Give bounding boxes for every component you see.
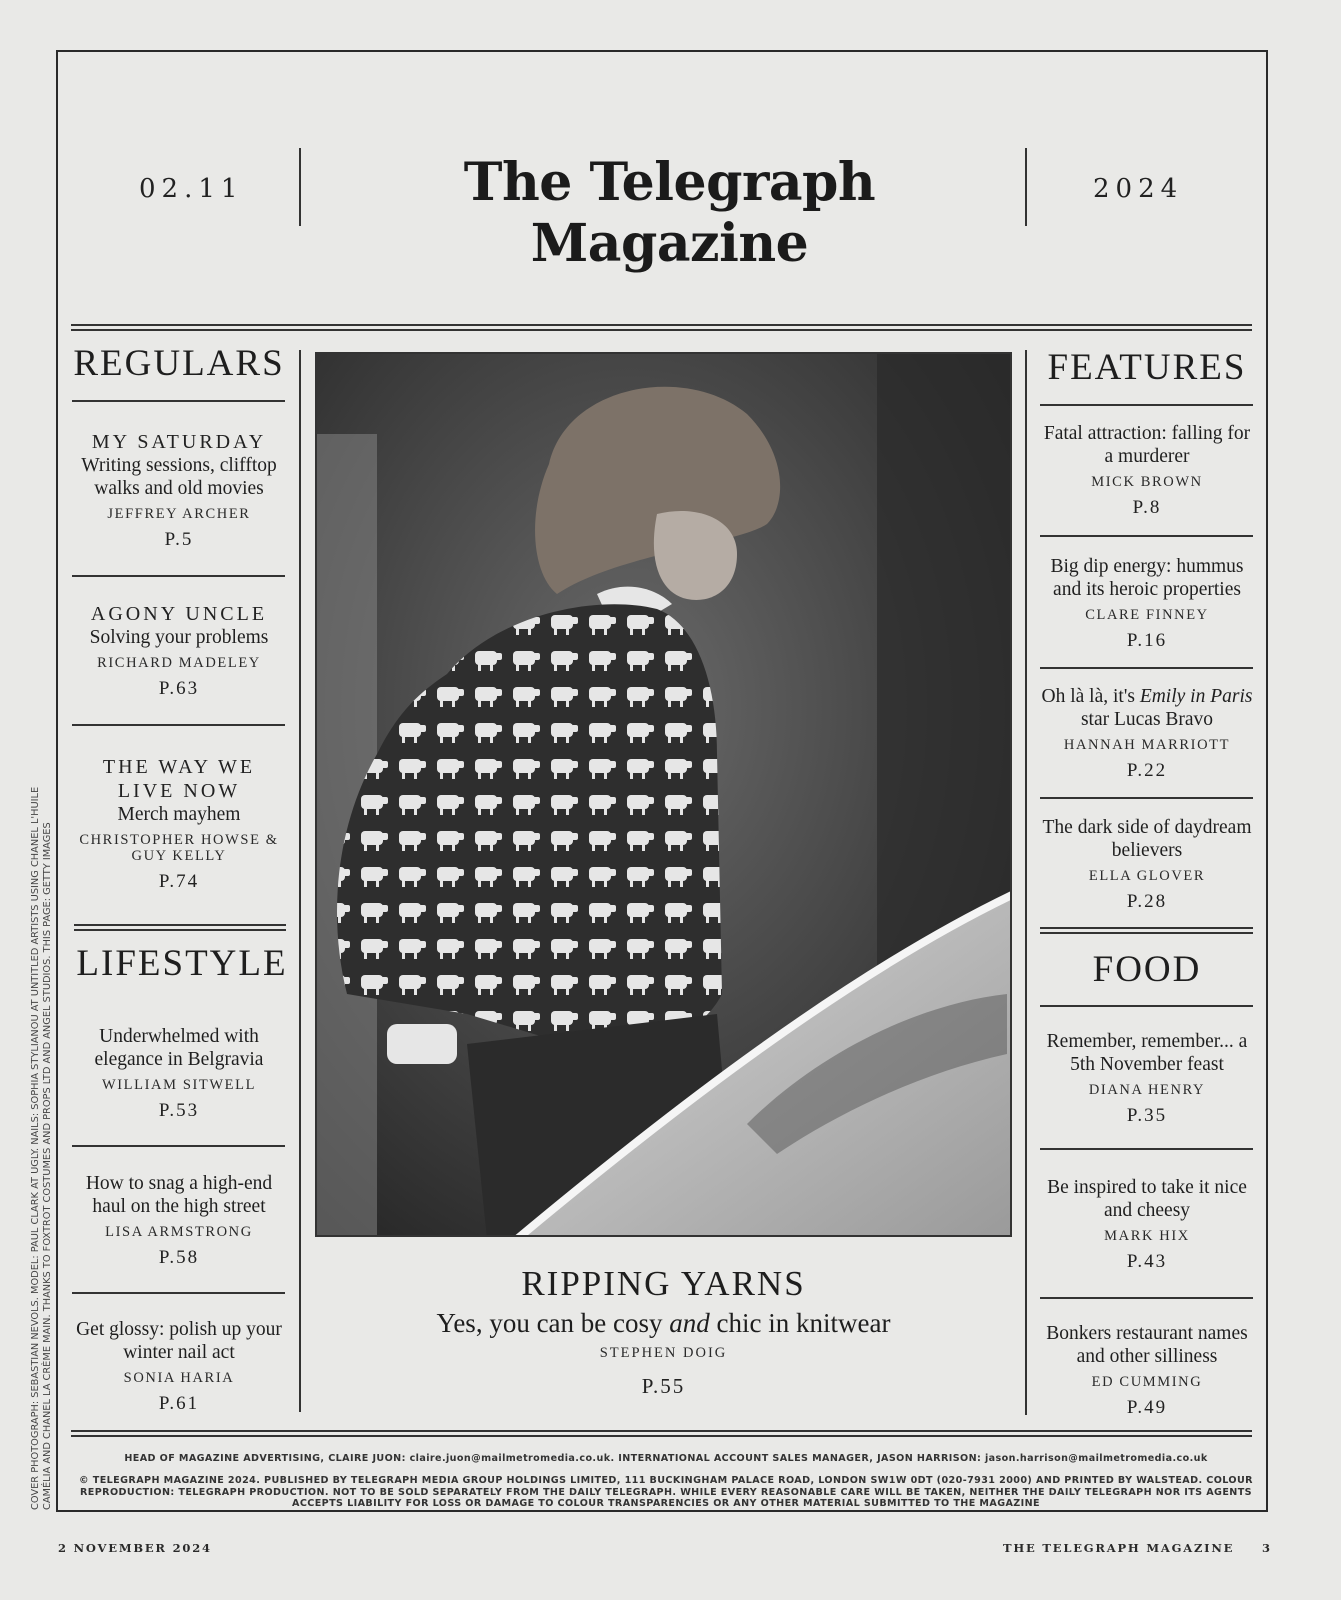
masthead-divider-left — [299, 148, 301, 226]
entry-page: P.16 — [1126, 630, 1168, 651]
entry-author: RICHARD MADELEY — [97, 655, 261, 671]
contents-entry[interactable] — [1036, 1030, 1258, 1127]
entry-description: How to snag a high-end haul on the high street — [85, 1173, 273, 1217]
entry-author: MICK BROWN — [1091, 474, 1203, 490]
section-heading-regulars: REGULARS — [73, 343, 285, 384]
rule — [72, 400, 285, 402]
issue-year: 2024 — [1093, 174, 1184, 204]
entry-author: CHRISTOPHER HOWSE & GUY KELLY — [79, 832, 279, 864]
folio-page-number: 3 — [1262, 1541, 1272, 1555]
entry-author: WILLIAM SITWELL — [101, 1077, 257, 1093]
rule — [1040, 1005, 1253, 1007]
column-rule-right — [1025, 350, 1027, 1415]
contents-entry[interactable] — [1038, 1176, 1256, 1273]
rule — [1040, 404, 1253, 406]
contents-entry[interactable] — [71, 602, 287, 700]
contents-entry[interactable] — [71, 1025, 287, 1122]
magazine-logo: The Telegraph Magazine — [463, 152, 876, 274]
entry-page: P.61 — [158, 1393, 200, 1414]
email-link[interactable]: jason.harrison@mailmetromedia.co.uk — [984, 1453, 1208, 1464]
entry-author: CLARE FINNEY — [1085, 607, 1209, 623]
entry-description: Underwhelmed with elegance in Belgravia — [94, 1026, 264, 1070]
entry-page: P.43 — [1126, 1251, 1168, 1272]
entry-author: LISA ARMSTRONG — [105, 1224, 253, 1240]
entry-description: Get glossy: polish up your winter nail act — [76, 1319, 282, 1363]
section-heading-features: FEATURES — [1047, 347, 1247, 388]
entry-author: DIANA HENRY — [1088, 1082, 1206, 1098]
rule — [72, 724, 285, 726]
contents-entry[interactable] — [1036, 1322, 1258, 1419]
entry-page: P.58 — [158, 1247, 200, 1268]
contents-entry[interactable] — [71, 1318, 287, 1415]
entry-author: SONIA HARIA — [123, 1370, 235, 1386]
entry-description: Be inspired to take it nice and cheesy — [1047, 1177, 1247, 1221]
cover-page: P.55 — [641, 1374, 686, 1398]
entry-description: Writing sessions, clifftop walks and old movies — [81, 455, 277, 499]
contents-entry[interactable] — [1038, 555, 1256, 652]
entry-page: P.63 — [158, 678, 200, 699]
section-heading-food: FOOD — [1092, 949, 1202, 990]
entry-description: Bonkers restaurant names and other silliness — [1046, 1323, 1248, 1367]
rule — [1040, 797, 1253, 799]
rule — [72, 1292, 285, 1294]
top-double-rule — [71, 324, 1252, 331]
copyright-notice: © TELEGRAPH MAGAZINE 2024. PUBLISHED BY TELEGRAPH MEDIA GROUP HOLDINGS LIMITED, 111 BUCKINGHAM PALACE ROAD, LONDON SW1W 0DT (020-7931 2000) AND PRINTED BY WALSTEAD. COLOUR REPRODUCTION: TELEGRAPH PRODUCTION. NOT TO BE SOLD SEPARATELY FROM THE DAILY TELEGRAPH. WHILE EVERY REASONABLE CARE WILL BE TAKEN, NEITHER THE DAILY TELEGRAPH NOR ITS AGENTS ACCEPTS LIABILITY FOR LOSS OR DAMAGE TO COLOUR TRANSPARENCIES OR ANY OTHER MATERIAL SUBMITTED TO THE MAGAZINE — [79, 1475, 1253, 1509]
contents-entry[interactable] — [71, 1172, 287, 1269]
masthead — [57, 130, 1267, 274]
cover-headline: RIPPING YARNS — [521, 1264, 806, 1303]
entry-author: HANNAH MARRIOTT — [1063, 737, 1231, 753]
issue-date: 02.11 — [139, 174, 244, 204]
masthead-divider-right — [1025, 148, 1027, 226]
entry-description: Big dip energy: hummus and its heroic properties — [1050, 556, 1244, 600]
entry-author: ELLA GLOVER — [1088, 868, 1206, 884]
entry-author: JEFFREY ARCHER — [107, 506, 251, 522]
entry-kicker: MY SATURDAY — [91, 431, 267, 453]
entry-author: ED CUMMING — [1091, 1374, 1203, 1390]
cover-story[interactable] — [315, 1264, 1012, 1399]
contents-entry[interactable] — [1038, 685, 1256, 782]
rule — [72, 575, 285, 577]
rule — [72, 1145, 285, 1147]
entry-description: Oh là là, it's Emily in Paris star Lucas Bravo — [1041, 686, 1253, 730]
photo-credits: COVER PHOTOGRAPH: SEBASTIAN NEVOLS. MODEL: PAUL CLARK AT UGLY. NAILS: SOPHIA STYLIANOU AT UNTITLED ARTISTS USING CHANEL L'HUILE CAMÉLIA AND CHANEL LA CRÈME MAIN. THANKS TO FOXTROT COSTUMES AND PROPS LTD AND ANGEL STUDIOS. THIS PAGE: GETTY IMAGES — [30, 786, 53, 1510]
entry-description: Remember, remember... a 5th November feast — [1046, 1031, 1248, 1075]
rule — [1040, 667, 1253, 669]
cover-photo — [315, 352, 1012, 1237]
rule — [1040, 535, 1253, 537]
entry-description: Fatal attraction: falling for a murderer — [1043, 423, 1251, 467]
section-double-rule — [1040, 927, 1253, 934]
column-rule-left — [299, 350, 301, 1412]
entry-page: P.53 — [158, 1100, 200, 1121]
entry-page: P.35 — [1126, 1105, 1168, 1126]
section-heading-lifestyle: LIFESTYLE — [76, 943, 288, 984]
contents-entry[interactable] — [1038, 422, 1256, 519]
contents-entry[interactable] — [1038, 816, 1256, 913]
entry-page: P.22 — [1126, 760, 1168, 781]
entry-description: Solving your problems — [89, 627, 269, 648]
folio-date: 2 NOVEMBER 2024 — [58, 1541, 212, 1555]
folio-publication: THE TELEGRAPH MAGAZINE — [1003, 1541, 1235, 1555]
cover-author: STEPHEN DOIG — [599, 1345, 728, 1361]
section-double-rule — [74, 924, 286, 931]
bottom-double-rule — [71, 1430, 1252, 1437]
rule — [1040, 1297, 1253, 1299]
contents-entry[interactable] — [78, 755, 280, 893]
email-link[interactable]: claire.juon@mailmetromedia.co.uk — [409, 1453, 611, 1464]
contents-entry[interactable] — [71, 430, 287, 551]
entry-page: P.8 — [1132, 497, 1162, 518]
entry-description: Merch mayhem — [117, 804, 241, 825]
entry-author: MARK HIX — [1104, 1228, 1190, 1244]
entry-page: P.5 — [164, 529, 194, 550]
entry-page: P.49 — [1126, 1397, 1168, 1418]
entry-kicker: THE WAY WE LIVE NOW — [102, 756, 256, 802]
entry-page: P.74 — [158, 871, 200, 892]
entry-description: The dark side of daydream believers — [1042, 817, 1252, 861]
rule — [1040, 1148, 1253, 1150]
advertising-contacts: HEAD OF MAGAZINE ADVERTISING, CLAIRE JUON: claire.juon@mailmetromedia.co.uk. INTERNATIONAL ACCOUNT SALES MANAGER, JASON HARRISON: jason.harrison@mailmetromedia.co.uk — [124, 1453, 1208, 1464]
cover-standfirst: Yes, you can be cosy and chic in knitwear — [436, 1308, 891, 1338]
entry-kicker: AGONY UNCLE — [90, 603, 268, 625]
entry-page: P.28 — [1126, 891, 1168, 912]
